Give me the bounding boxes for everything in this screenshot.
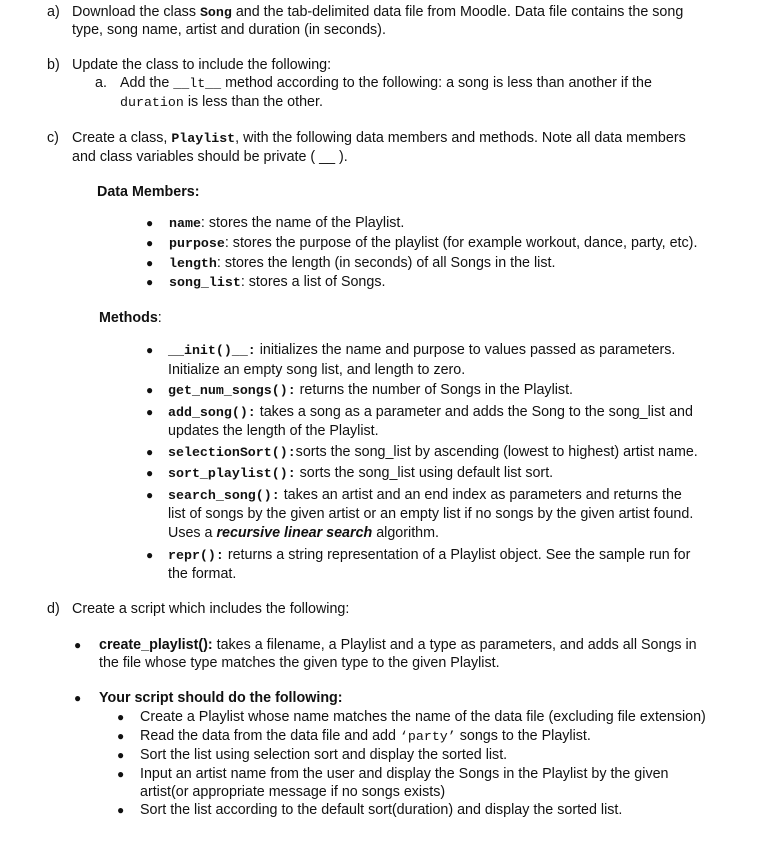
script-step-1: Create a Playlist whose name matches the name of the data file (excluding file extension) [140,709,706,725]
method-desc: initializes the name and purpose to values passed as parameters. [255,342,676,358]
section-c-line-1 [72,129,686,148]
duration-word: duration [120,95,184,110]
section-b-item-label: a. [95,75,107,91]
bullet-icon: ● [117,710,125,724]
song-class-name: Song [199,5,232,20]
script-heading: Your script should do the following: [99,690,343,706]
bullet-icon: ● [146,275,154,289]
section-a-text-post: and the tab-delimited data file from Moodle. Data file contains the song [231,4,684,20]
bullet-icon: ● [146,488,154,502]
bullet-icon: ● [146,256,154,270]
method-repr-line-2: the format. [168,566,237,582]
bullet-icon: ● [117,767,125,781]
bullet-icon: ● [146,405,154,419]
method-search-song-line-2: list of songs by the given artist or an empty list if no songs by the given artist found. [168,506,694,522]
data-member-purpose [169,234,697,253]
data-member-key: length [169,256,217,271]
section-a-line-2: type, song name, artist and duration (in seconds). [72,22,386,38]
section-d-line-1: Create a script which includes the following: [72,601,350,617]
section-c-line-2: and class variables should be private ( __ ). [72,149,348,165]
section-b-item-text: Add the [120,75,174,91]
bullet-icon: ● [74,638,82,652]
method-add-song [168,403,693,422]
section-d-label: d) [47,601,60,617]
method-search-song-line-3 [168,524,439,542]
section-b-label: b) [47,57,60,73]
script-step-5: Sort the list according to the default sort(duration) and display the sorted list. [140,802,623,818]
data-member-key: purpose [169,236,225,251]
data-member-key: name [169,216,201,231]
data-member-desc: : stores a list of Songs. [240,274,386,290]
data-member-song-list [169,273,385,292]
method-selection-sort [168,443,698,462]
create-playlist-name: create_playlist(): [99,637,213,653]
recursive-linear-search: recursive linear search [216,525,373,541]
section-a-line-1 [72,3,683,22]
method-desc: algorithm. [372,525,439,541]
bullet-icon: ● [146,548,154,562]
method-init-line-2: Initialize an empty song list, and length to zero. [168,362,466,378]
method-desc: takes an artist and an end index as parameters and returns the [279,487,682,503]
method-name: add_song(): [168,405,256,420]
section-c-text-post: , with the following data members and methods. Note all data members [235,130,686,146]
method-init [168,341,675,360]
bullet-icon: ● [117,748,125,762]
method-desc: sorts the song_list by ascending (lowest to highest) artist name. [295,444,698,460]
lt-method-name: __lt__ [173,76,222,91]
data-member-desc: : stores the name of the Playlist. [200,215,405,231]
section-a-text: Download the class [72,4,200,20]
methods-heading-text: Methods [99,310,158,326]
method-add-song-line-2: updates the length of the Playlist. [168,423,379,439]
bullet-icon: ● [146,466,154,480]
method-desc: takes a song as a parameter and adds the Song to the song_list and [255,404,693,420]
method-sort-playlist [168,464,553,483]
section-b-item-line-2-text: is less than the other. [183,94,323,110]
method-search-song [168,486,682,505]
method-name: __init()__: [168,343,256,358]
script-step-2-post: songs to the Playlist. [455,728,591,744]
data-member-desc: : stores the length (in seconds) of all Songs in the list. [216,255,556,271]
method-desc: returns a string representation of a Playlist object. See the sample run for [223,547,691,563]
method-desc: sorts the song_list using default list sort. [295,465,554,481]
method-get-num-songs [168,381,573,400]
section-b-item-line-1 [120,74,652,93]
method-repr [168,546,690,565]
script-step-2 [140,727,591,746]
script-step-4-line-2: artist(or appropriate message if no songs exists) [140,784,446,800]
section-c-label: c) [47,130,59,146]
methods-heading-colon: : [157,310,162,326]
create-playlist-line-1 [99,636,697,654]
method-name: repr(): [168,548,224,563]
script-step-3: Sort the list using selection sort and display the sorted list. [140,747,508,763]
script-step-4: Input an artist name from the user and display the Songs in the Playlist by the given [140,766,669,782]
data-member-key: song_list [169,275,241,290]
method-name: search_song(): [168,488,280,503]
data-members-heading: Data Members: [97,184,200,200]
script-step-2-text: Read the data from the data file and add [140,728,400,744]
method-name: get_num_songs(): [168,383,296,398]
data-member-desc: : stores the purpose of the playlist (for example workout, dance, party, etc). [224,235,698,251]
party-code: ‘party’ [399,729,456,744]
section-b-item-text-post: method according to the following: a song is less than another if the [221,75,652,91]
section-b-item-line-2 [120,93,323,112]
create-playlist-desc: takes a filename, a Playlist and a type as parameters, and adds all Songs in [212,637,697,653]
bullet-icon: ● [74,691,82,705]
bullet-icon: ● [146,236,154,250]
methods-heading [99,309,162,327]
section-a-label: a) [47,4,60,20]
method-name: sort_playlist(): [168,466,296,481]
bullet-icon: ● [117,803,125,817]
data-member-name [169,214,404,233]
bullet-icon: ● [146,383,154,397]
bullet-icon: ● [146,216,154,230]
data-member-length [169,254,555,273]
bullet-icon: ● [146,445,154,459]
section-c-text: Create a class, [72,130,172,146]
method-desc: returns the number of Songs in the Playlist. [295,382,574,398]
method-name: selectionSort(): [168,445,296,460]
bullet-icon: ● [146,343,154,357]
playlist-class-name: Playlist [171,131,236,146]
bullet-icon: ● [117,729,125,743]
section-b-line-1: Update the class to include the following: [72,57,332,73]
create-playlist-line-2: the file whose type matches the given type to the given Playlist. [99,655,500,671]
method-desc: Uses a [168,525,217,541]
